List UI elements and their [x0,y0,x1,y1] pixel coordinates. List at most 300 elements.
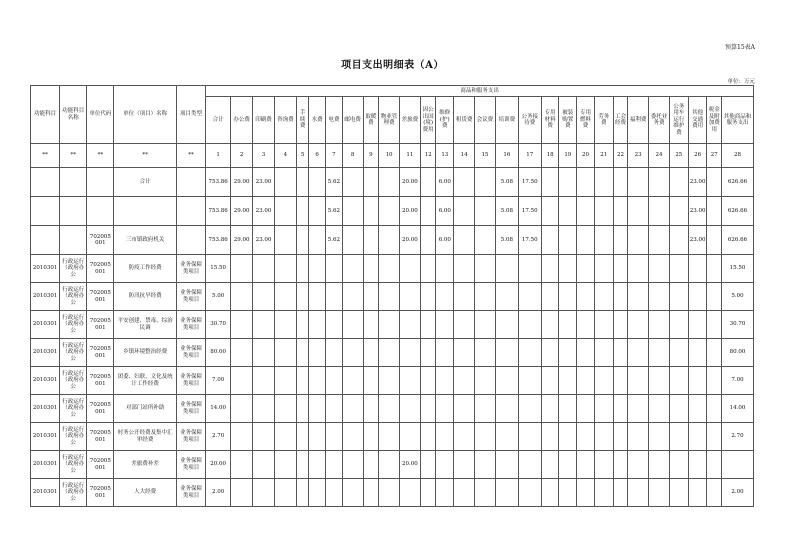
amount-cell: 2.00 [206,479,231,507]
empty-cell [326,283,343,311]
empty-cell [613,339,628,367]
empty-cell [253,311,275,339]
empty-cell [669,395,688,423]
index-cell: 26 [688,144,707,168]
empty-cell [594,255,613,283]
empty-cell [274,283,296,311]
empty-cell [454,423,475,451]
empty-cell [559,451,577,479]
empty-cell [231,255,253,283]
func-name-cell: 行政运行（政府办公 [60,311,87,339]
empty-cell [420,168,436,197]
empty-cell [399,283,420,311]
empty-cell [420,423,436,451]
empty-cell [475,226,496,255]
amount-cell: 20.00 [399,197,420,226]
empty-cell [420,311,436,339]
empty-cell [454,311,475,339]
index-cell: 8 [342,144,363,168]
amount-cell: 30.70 [722,311,754,339]
func-name-cell: 行政运行（政府办公 [60,395,87,423]
project-name-cell: 防疫工作经费 [114,255,177,283]
empty-cell [577,197,595,226]
header-expense-6: 电费 [326,97,343,144]
project-row [31,451,754,479]
empty-cell [475,339,496,367]
empty-cell [541,168,559,197]
func-name-cell: 行政运行（政府办公 [60,479,87,507]
empty-cell [649,226,670,255]
unit-label: 单位：万元 [727,79,755,85]
empty-cell [628,226,649,255]
empty-cell [541,423,559,451]
header-expense-7: 邮电费 [342,97,363,144]
empty-cell [420,451,436,479]
header-expense-4: 手续费 [296,97,309,144]
empty-cell [649,479,670,507]
empty-cell [707,367,722,395]
amount-cell: 6.00 [436,168,454,197]
header-row-group [31,86,754,97]
empty-cell [628,168,649,197]
empty-cell [454,255,475,283]
unit-code-cell: 702005001 [87,226,114,255]
empty-cell [253,367,275,395]
empty-cell [363,255,379,283]
empty-cell [649,283,670,311]
empty-cell [342,311,363,339]
empty-cell [296,367,309,395]
empty-cell [296,311,309,339]
empty-cell [399,311,420,339]
empty-cell [495,367,518,395]
amount-cell: 29.00 [231,168,253,197]
project-type-cell: 业务保障类项目 [176,479,205,507]
empty-cell [379,395,400,423]
empty-cell [379,255,400,283]
empty-cell [454,339,475,367]
empty-cell [436,255,454,283]
amount-cell: 17.50 [518,168,541,197]
header-expense-25: 其他交通费用 [688,97,707,144]
empty-cell [518,395,541,423]
func-code-cell: 2010301 [31,451,60,479]
empty-cell [379,423,400,451]
amount-cell: 20.00 [206,451,231,479]
empty-cell [649,197,670,226]
header-expense-18: 被装购置费 [559,97,577,144]
empty-cell [31,197,60,226]
amount-cell: 23.00 [688,168,707,197]
amount-cell: 5.62 [326,226,343,255]
empty-cell [649,255,670,283]
empty-cell [420,339,436,367]
empty-cell [559,395,577,423]
amount-cell: 14.00 [206,395,231,423]
empty-cell [436,423,454,451]
empty-cell [669,226,688,255]
empty-cell [594,197,613,226]
empty-cell [309,255,326,283]
unit-code-cell: 702005001 [87,339,114,367]
header-expense-14: 会议费 [475,97,496,144]
empty-cell [475,197,496,226]
empty-cell [454,451,475,479]
amount-cell: 15.50 [722,255,754,283]
empty-cell [541,283,559,311]
index-cell: 2 [231,144,253,168]
empty-cell [475,367,496,395]
empty-cell [274,367,296,395]
empty-cell [342,367,363,395]
index-cell: 13 [436,144,454,168]
empty-cell [436,367,454,395]
empty-cell [454,479,475,507]
empty-cell [707,423,722,451]
empty-cell [707,395,722,423]
empty-cell [628,255,649,283]
empty-cell [669,255,688,283]
empty-cell [326,451,343,479]
summary-row [31,226,754,255]
amount-cell: 29.00 [231,226,253,255]
empty-cell [363,226,379,255]
header-project-type: 项目类型 [176,86,205,144]
amount-cell: 23.00 [688,226,707,255]
empty-cell [436,451,454,479]
empty-cell [326,479,343,507]
empty-cell [436,395,454,423]
amount-cell: 23.00 [253,197,275,226]
empty-cell [436,311,454,339]
header-expense-21: 工会经费 [613,97,628,144]
empty-cell [628,311,649,339]
empty-cell [342,168,363,197]
empty-cell [613,168,628,197]
empty-cell [628,197,649,226]
project-type-cell: 业务保障类项目 [176,311,205,339]
empty-cell [399,479,420,507]
empty-cell [60,168,87,197]
empty-cell [559,255,577,283]
header-expense-23: 委托业务费 [649,97,670,144]
empty-cell [296,255,309,283]
empty-cell [363,423,379,451]
unit-code-cell: 702005001 [87,283,114,311]
index-cell: 28 [722,144,754,168]
empty-cell [454,168,475,197]
header-expense-24: 公务用车运行维护费 [669,97,688,144]
project-name-cell: 平安创建、禁毒、综治民调 [114,311,177,339]
header-expense-10: 差旅费 [399,97,420,144]
empty-cell [628,339,649,367]
func-name-cell: 行政运行（政府办公 [60,451,87,479]
empty-cell [613,283,628,311]
empty-cell [594,283,613,311]
empty-cell [495,255,518,283]
empty-cell [363,311,379,339]
amount-cell: 23.00 [253,168,275,197]
empty-cell [669,168,688,197]
empty-cell [649,367,670,395]
amount-cell: 30.70 [206,311,231,339]
amount-cell: 5.00 [206,283,231,311]
header-unit-code: 单位代码 [87,86,114,144]
empty-cell [309,311,326,339]
empty-cell [649,395,670,423]
empty-cell [274,255,296,283]
empty-cell [577,451,595,479]
empty-cell [176,168,205,197]
empty-cell [454,283,475,311]
empty-cell [296,423,309,451]
func-code-cell: 2010301 [31,255,60,283]
project-row [31,339,754,367]
project-row [31,479,754,507]
empty-cell [577,255,595,283]
empty-cell [577,311,595,339]
amount-cell: 5.08 [495,168,518,197]
empty-cell [649,423,670,451]
empty-cell [594,395,613,423]
empty-cell [688,283,707,311]
empty-cell [326,367,343,395]
project-name-cell: 乡镇环境整治经费 [114,339,177,367]
header-expense-17: 专用材料费 [541,97,559,144]
empty-cell [594,479,613,507]
empty-cell [176,197,205,226]
empty-cell [649,451,670,479]
empty-cell [274,451,296,479]
header-unit-name: 单位（项目）名称 [114,86,177,144]
index-cell: 18 [541,144,559,168]
amount-cell: 17.50 [518,226,541,255]
header-expense-1: 办公费 [231,97,253,144]
unit-code-cell: 702005001 [87,479,114,507]
func-code-cell: 2010301 [31,311,60,339]
index-cell: 5 [296,144,309,168]
empty-cell [454,197,475,226]
empty-cell [399,367,420,395]
amount-cell: 7.00 [722,367,754,395]
empty-cell [31,168,60,197]
empty-cell [274,226,296,255]
project-type-cell: 业务保障类项目 [176,367,205,395]
empty-cell [363,479,379,507]
empty-cell [669,423,688,451]
unit-name-cell [114,197,177,226]
empty-cell [399,339,420,367]
empty-cell [541,451,559,479]
amount-cell: 6.00 [436,226,454,255]
empty-cell [342,395,363,423]
empty-cell [688,479,707,507]
empty-cell [518,367,541,395]
empty-cell [669,451,688,479]
empty-cell [559,423,577,451]
func-code-cell: 2010301 [31,283,60,311]
amount-cell: 20.00 [399,226,420,255]
project-row [31,311,754,339]
empty-cell [296,283,309,311]
empty-cell [399,423,420,451]
amount-cell: 2.70 [722,423,754,451]
empty-cell [253,423,275,451]
amount-cell: 23.00 [253,226,275,255]
empty-cell [379,311,400,339]
index-cell: ** [60,144,87,168]
empty-cell [577,423,595,451]
amount-cell: 753.86 [206,197,231,226]
empty-cell [559,479,577,507]
index-cell: ** [31,144,60,168]
empty-cell [707,451,722,479]
empty-cell [495,479,518,507]
index-cell: 20 [577,144,595,168]
header-expense-2: 印刷费 [253,97,275,144]
index-cell: 17 [518,144,541,168]
project-row [31,283,754,311]
empty-cell [559,283,577,311]
empty-cell [518,283,541,311]
empty-cell [342,197,363,226]
empty-cell [707,339,722,367]
empty-cell [495,451,518,479]
page-title: 项目支出明细表（A） [341,60,444,71]
header-expense-26: 税金及附加费用 [707,97,722,144]
empty-cell [326,395,343,423]
empty-cell [274,197,296,226]
empty-cell [577,339,595,367]
unit-code-cell: 702005001 [87,255,114,283]
index-cell: 10 [379,144,400,168]
amount-cell: 14.00 [722,395,754,423]
func-code-cell: 2010301 [31,395,60,423]
empty-cell [231,311,253,339]
empty-cell [309,451,326,479]
empty-cell [722,451,754,479]
project-name-cell: 村务公开经费及集中汇审经费 [114,423,177,451]
empty-cell [707,197,722,226]
empty-cell [253,479,275,507]
index-cell: 11 [399,144,420,168]
empty-cell [363,339,379,367]
empty-cell [420,367,436,395]
header-expense-12: 维修(护)费 [436,97,454,144]
empty-cell [613,451,628,479]
empty-cell [669,311,688,339]
empty-cell [420,479,436,507]
empty-cell [309,283,326,311]
unit-code-cell: 702005001 [87,423,114,451]
amount-cell: 5.08 [495,226,518,255]
empty-cell [594,367,613,395]
empty-cell [342,283,363,311]
index-cell: ** [114,144,177,168]
empty-cell [379,479,400,507]
empty-cell [274,311,296,339]
empty-cell [342,339,363,367]
empty-cell [541,197,559,226]
empty-cell [577,367,595,395]
empty-cell [541,339,559,367]
func-code-cell: 2010301 [31,479,60,507]
empty-cell [379,339,400,367]
empty-cell [541,395,559,423]
unit-code-cell: 702005001 [87,451,114,479]
empty-cell [475,451,496,479]
empty-cell [342,226,363,255]
header-func-code: 功能科目 [31,86,60,144]
unit-code-cell: 702005001 [87,395,114,423]
project-name-cell: 对部门站所补助 [114,395,177,423]
empty-cell [274,423,296,451]
empty-cell [274,479,296,507]
index-cell: 24 [649,144,670,168]
header-expense-0: 合计 [206,97,231,144]
header-expense-3: 咨询费 [274,97,296,144]
amount-cell: 753.86 [206,226,231,255]
empty-cell [628,423,649,451]
index-cell: 21 [594,144,613,168]
empty-cell [454,367,475,395]
empty-cell [669,197,688,226]
empty-cell [649,168,670,197]
index-row [31,144,754,168]
empty-cell [454,395,475,423]
project-type-cell: 业务保障类项目 [176,395,205,423]
empty-cell [309,395,326,423]
empty-cell [399,395,420,423]
header-func-name: 功能科目名称 [60,86,87,144]
header-expense-27: 其他商品和服务支出 [722,97,754,144]
index-cell: 16 [495,144,518,168]
empty-cell [87,197,114,226]
empty-cell [342,479,363,507]
index-cell: 14 [454,144,475,168]
empty-cell [231,367,253,395]
header-expense-9: 物业管理费 [379,97,400,144]
header-expense-20: 劳务费 [594,97,613,144]
header-expense-19: 专用燃料费 [577,97,595,144]
empty-cell [518,451,541,479]
empty-cell [688,311,707,339]
project-type-cell: 业务保障类项目 [176,255,205,283]
empty-cell [707,255,722,283]
empty-cell [296,226,309,255]
empty-cell [253,283,275,311]
empty-cell [669,367,688,395]
empty-cell [475,479,496,507]
empty-cell [577,283,595,311]
empty-cell [669,339,688,367]
amount-cell: 626.66 [722,226,754,255]
amount-cell: 7.00 [206,367,231,395]
index-cell: 7 [326,144,343,168]
empty-cell [231,451,253,479]
empty-cell [495,423,518,451]
index-cell: 6 [309,144,326,168]
empty-cell [436,479,454,507]
empty-cell [379,197,400,226]
empty-cell [253,451,275,479]
header-expense-11: 因公出国(境)费用 [420,97,436,144]
index-cell: ** [87,144,114,168]
empty-cell [628,395,649,423]
empty-cell [688,451,707,479]
amount-cell: 20.00 [399,168,420,197]
empty-cell [231,339,253,367]
